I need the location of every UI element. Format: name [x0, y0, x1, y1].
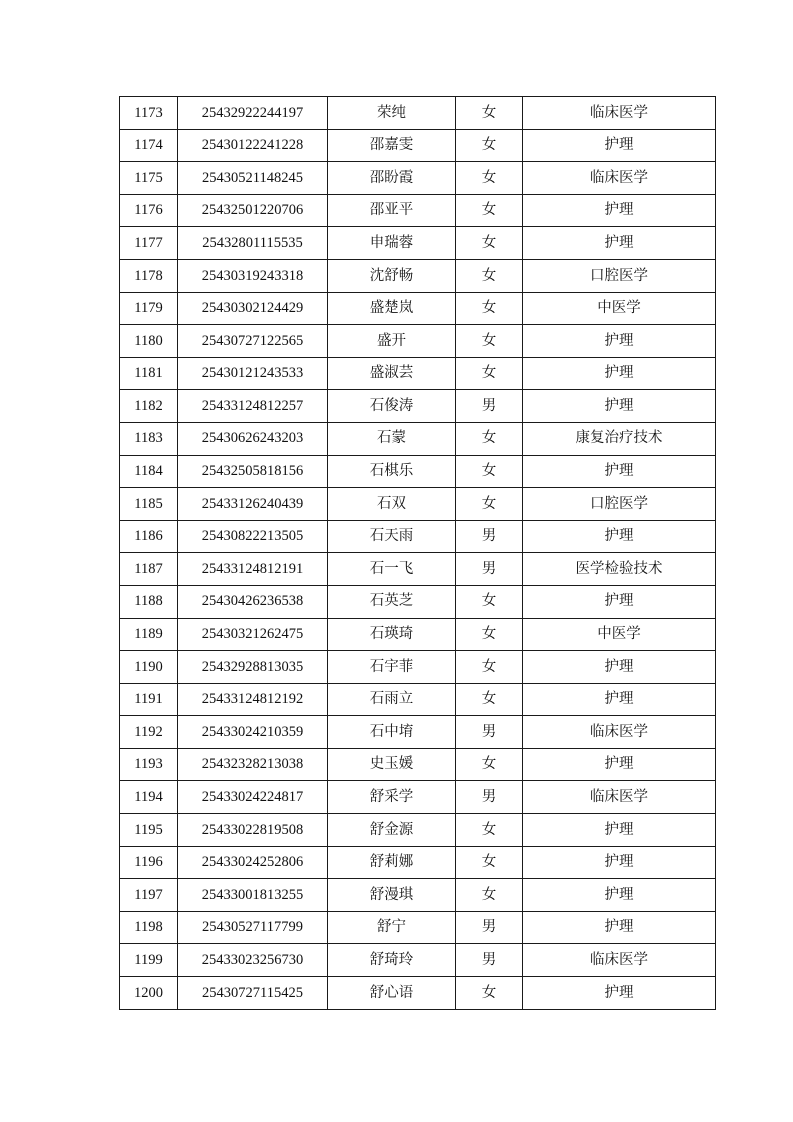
student-name-cell: 邵盼霞 [328, 162, 456, 195]
gender-cell: 女 [456, 618, 523, 651]
major-cell: 护理 [523, 520, 716, 553]
gender-cell: 女 [456, 129, 523, 162]
exam-number-cell: 25430822213505 [178, 520, 328, 553]
major-cell: 护理 [523, 879, 716, 912]
major-cell: 护理 [523, 357, 716, 390]
table-row [120, 520, 716, 553]
major-cell: 护理 [523, 911, 716, 944]
student-name-cell: 盛楚岚 [328, 292, 456, 325]
student-name-cell: 石中堉 [328, 716, 456, 749]
gender-cell: 女 [456, 357, 523, 390]
major-cell: 临床医学 [523, 716, 716, 749]
table-row [120, 846, 716, 879]
exam-number-cell: 25430521148245 [178, 162, 328, 195]
exam-number-cell: 25430302124429 [178, 292, 328, 325]
table-row [120, 748, 716, 781]
student-name-cell: 盛开 [328, 325, 456, 358]
row-index-cell: 1173 [120, 97, 178, 130]
gender-cell: 女 [456, 879, 523, 912]
gender-cell: 女 [456, 814, 523, 847]
gender-cell: 男 [456, 716, 523, 749]
major-cell: 中医学 [523, 618, 716, 651]
exam-number-cell: 25433001813255 [178, 879, 328, 912]
exam-number-cell: 25433124812191 [178, 553, 328, 586]
gender-cell: 女 [456, 651, 523, 684]
exam-number-cell: 25432922244197 [178, 97, 328, 130]
student-name-cell: 石天雨 [328, 520, 456, 553]
major-cell: 护理 [523, 227, 716, 260]
row-index-cell: 1195 [120, 814, 178, 847]
table-row [120, 97, 716, 130]
row-index-cell: 1178 [120, 259, 178, 292]
row-index-cell: 1194 [120, 781, 178, 814]
row-index-cell: 1193 [120, 748, 178, 781]
table-row [120, 488, 716, 521]
student-name-cell: 石一飞 [328, 553, 456, 586]
row-index-cell: 1184 [120, 455, 178, 488]
exam-number-cell: 25433024224817 [178, 781, 328, 814]
row-index-cell: 1180 [120, 325, 178, 358]
row-index-cell: 1190 [120, 651, 178, 684]
student-roster-table [119, 96, 716, 1010]
row-index-cell: 1200 [120, 977, 178, 1010]
exam-number-cell: 25430626243203 [178, 422, 328, 455]
gender-cell: 女 [456, 259, 523, 292]
row-index-cell: 1179 [120, 292, 178, 325]
major-cell: 护理 [523, 814, 716, 847]
row-index-cell: 1192 [120, 716, 178, 749]
table-row [120, 325, 716, 358]
student-name-cell: 舒琦玲 [328, 944, 456, 977]
major-cell: 护理 [523, 977, 716, 1010]
row-index-cell: 1183 [120, 422, 178, 455]
row-index-cell: 1191 [120, 683, 178, 716]
gender-cell: 女 [456, 585, 523, 618]
exam-number-cell: 25430727122565 [178, 325, 328, 358]
gender-cell: 女 [456, 455, 523, 488]
row-index-cell: 1177 [120, 227, 178, 260]
row-index-cell: 1174 [120, 129, 178, 162]
student-name-cell: 荣纯 [328, 97, 456, 130]
major-cell: 口腔医学 [523, 259, 716, 292]
row-index-cell: 1186 [120, 520, 178, 553]
table-row [120, 292, 716, 325]
student-name-cell: 舒漫琪 [328, 879, 456, 912]
gender-cell: 女 [456, 227, 523, 260]
table-row [120, 781, 716, 814]
student-name-cell: 石雨立 [328, 683, 456, 716]
exam-number-cell: 25430121243533 [178, 357, 328, 390]
exam-number-cell: 25430319243318 [178, 259, 328, 292]
row-index-cell: 1176 [120, 194, 178, 227]
row-index-cell: 1175 [120, 162, 178, 195]
exam-number-cell: 25433124812257 [178, 390, 328, 423]
student-name-cell: 石宇菲 [328, 651, 456, 684]
student-name-cell: 史玉媛 [328, 748, 456, 781]
table-row [120, 390, 716, 423]
table-row [120, 716, 716, 749]
exam-number-cell: 25430321262475 [178, 618, 328, 651]
exam-number-cell: 25432501220706 [178, 194, 328, 227]
gender-cell: 女 [456, 977, 523, 1010]
table-row [120, 422, 716, 455]
gender-cell: 男 [456, 520, 523, 553]
roster-body [120, 97, 716, 1010]
student-name-cell: 舒心语 [328, 977, 456, 1010]
gender-cell: 女 [456, 422, 523, 455]
table-row [120, 194, 716, 227]
major-cell: 护理 [523, 846, 716, 879]
table-row [120, 944, 716, 977]
gender-cell: 女 [456, 325, 523, 358]
student-name-cell: 石双 [328, 488, 456, 521]
exam-number-cell: 25430426236538 [178, 585, 328, 618]
major-cell: 医学检验技术 [523, 553, 716, 586]
exam-number-cell: 25433023256730 [178, 944, 328, 977]
exam-number-cell: 25433024252806 [178, 846, 328, 879]
gender-cell: 女 [456, 97, 523, 130]
row-index-cell: 1199 [120, 944, 178, 977]
major-cell: 临床医学 [523, 944, 716, 977]
student-name-cell: 舒金源 [328, 814, 456, 847]
major-cell: 护理 [523, 325, 716, 358]
student-name-cell: 石蒙 [328, 422, 456, 455]
gender-cell: 女 [456, 194, 523, 227]
exam-number-cell: 25433124812192 [178, 683, 328, 716]
row-index-cell: 1196 [120, 846, 178, 879]
student-name-cell: 石棋乐 [328, 455, 456, 488]
exam-number-cell: 25432505818156 [178, 455, 328, 488]
exam-number-cell: 25433126240439 [178, 488, 328, 521]
row-index-cell: 1185 [120, 488, 178, 521]
table-row [120, 227, 716, 260]
row-index-cell: 1187 [120, 553, 178, 586]
table-row [120, 129, 716, 162]
student-name-cell: 舒宁 [328, 911, 456, 944]
exam-number-cell: 25432928813035 [178, 651, 328, 684]
table-row [120, 651, 716, 684]
exam-number-cell: 25432328213038 [178, 748, 328, 781]
gender-cell: 男 [456, 781, 523, 814]
gender-cell: 女 [456, 162, 523, 195]
exam-number-cell: 25433022819508 [178, 814, 328, 847]
major-cell: 康复治疗技术 [523, 422, 716, 455]
exam-number-cell: 25430727115425 [178, 977, 328, 1010]
table-row [120, 455, 716, 488]
student-name-cell: 石俊涛 [328, 390, 456, 423]
row-index-cell: 1198 [120, 911, 178, 944]
major-cell: 护理 [523, 651, 716, 684]
row-index-cell: 1189 [120, 618, 178, 651]
gender-cell: 男 [456, 390, 523, 423]
major-cell: 护理 [523, 585, 716, 618]
major-cell: 临床医学 [523, 781, 716, 814]
major-cell: 口腔医学 [523, 488, 716, 521]
gender-cell: 男 [456, 553, 523, 586]
exam-number-cell: 25430527117799 [178, 911, 328, 944]
major-cell: 护理 [523, 455, 716, 488]
major-cell: 临床医学 [523, 97, 716, 130]
student-name-cell: 石英芝 [328, 585, 456, 618]
gender-cell: 女 [456, 292, 523, 325]
student-name-cell: 邵嘉雯 [328, 129, 456, 162]
gender-cell: 女 [456, 748, 523, 781]
exam-number-cell: 25433024210359 [178, 716, 328, 749]
student-name-cell: 沈舒畅 [328, 259, 456, 292]
table-row [120, 162, 716, 195]
student-name-cell: 申瑞蓉 [328, 227, 456, 260]
major-cell: 护理 [523, 129, 716, 162]
exam-number-cell: 25430122241228 [178, 129, 328, 162]
gender-cell: 女 [456, 488, 523, 521]
table-row [120, 585, 716, 618]
table-row [120, 911, 716, 944]
major-cell: 护理 [523, 748, 716, 781]
student-name-cell: 邵亚平 [328, 194, 456, 227]
major-cell: 中医学 [523, 292, 716, 325]
row-index-cell: 1182 [120, 390, 178, 423]
major-cell: 护理 [523, 390, 716, 423]
student-name-cell: 石瑛琦 [328, 618, 456, 651]
table-row [120, 683, 716, 716]
row-index-cell: 1188 [120, 585, 178, 618]
gender-cell: 男 [456, 944, 523, 977]
gender-cell: 女 [456, 846, 523, 879]
major-cell: 护理 [523, 194, 716, 227]
table-row [120, 879, 716, 912]
row-index-cell: 1181 [120, 357, 178, 390]
table-row [120, 357, 716, 390]
table-row [120, 814, 716, 847]
table-row [120, 977, 716, 1010]
major-cell: 护理 [523, 683, 716, 716]
table-row [120, 618, 716, 651]
table-row [120, 259, 716, 292]
exam-number-cell: 25432801115535 [178, 227, 328, 260]
major-cell: 临床医学 [523, 162, 716, 195]
table-row [120, 553, 716, 586]
row-index-cell: 1197 [120, 879, 178, 912]
gender-cell: 男 [456, 911, 523, 944]
student-name-cell: 舒莉娜 [328, 846, 456, 879]
student-name-cell: 舒采学 [328, 781, 456, 814]
gender-cell: 女 [456, 683, 523, 716]
student-name-cell: 盛淑芸 [328, 357, 456, 390]
